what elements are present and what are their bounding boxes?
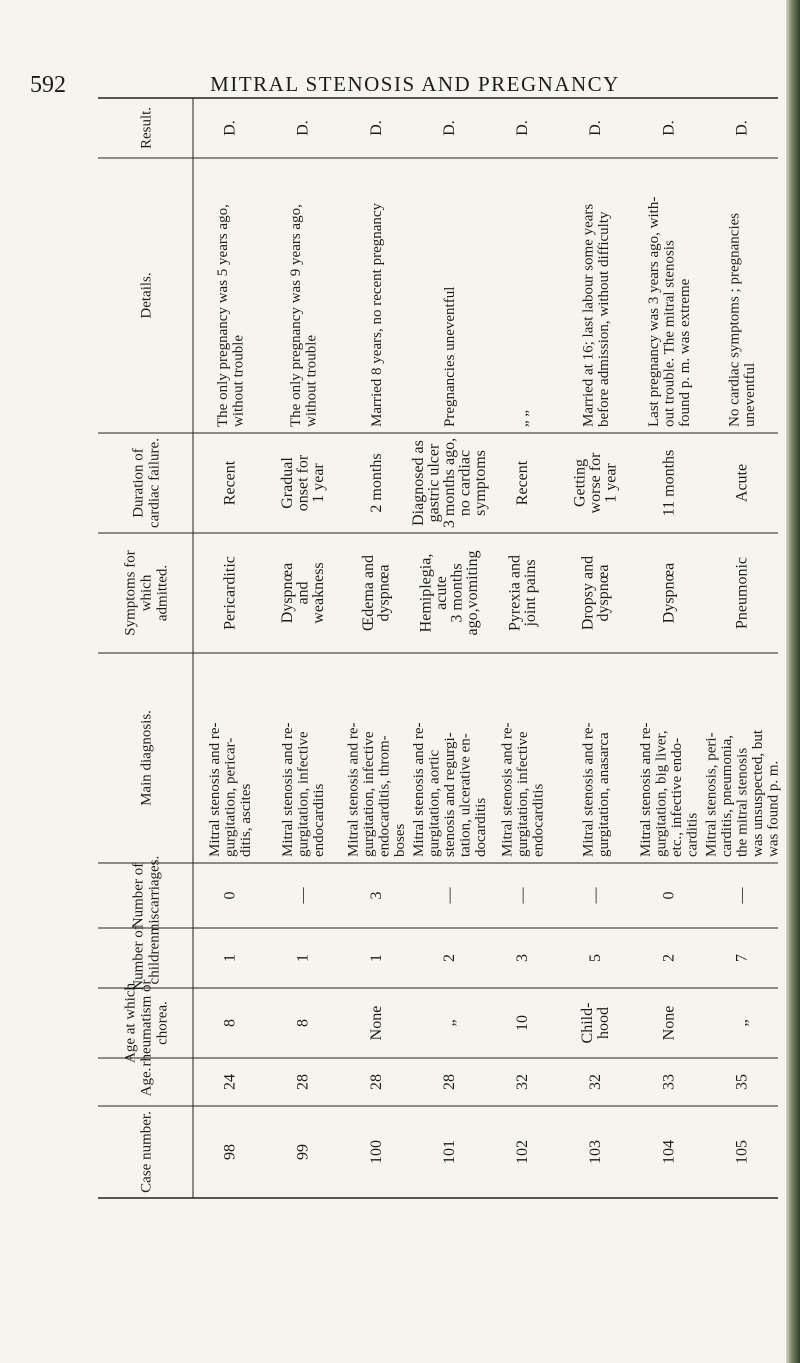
header-rheumatism-age-line: Age at which (122, 983, 139, 1063)
cell-line: — (514, 887, 532, 904)
cell-duration (368, 453, 385, 512)
cell-rheum (222, 1019, 239, 1027)
header-rheumatism-age (123, 979, 171, 1066)
cell-details (580, 204, 612, 427)
cell-case (368, 1140, 385, 1164)
cell-rheum (441, 1019, 458, 1026)
cell-children (295, 954, 312, 962)
cell-line: „ (733, 1019, 751, 1027)
cell-line: Mitral stenosis and re- (345, 722, 362, 857)
cell-age (295, 1074, 312, 1090)
cell-diagnosis (346, 722, 409, 857)
cell-line: gurgitation, aortic (426, 749, 443, 857)
cell-line: 1 (221, 954, 239, 962)
cell-symptoms (279, 562, 327, 623)
cell-age (441, 1074, 458, 1090)
cell-line: no cardiac (456, 449, 474, 517)
header-rheumatism-age-line: chorea. (154, 1001, 171, 1045)
cell-symptoms (222, 556, 239, 630)
cell-line: Mitral stenosis, peri- (703, 732, 720, 857)
cell-duration (222, 460, 239, 505)
cell-line: 8 (221, 1019, 239, 1027)
cell-result (660, 120, 677, 136)
cell-line: 0 (221, 891, 239, 900)
cell-line: 32 (587, 1074, 605, 1090)
header-symptoms-line: which (138, 574, 155, 612)
cell-line: 2 months (367, 453, 385, 513)
cell-line: The only pregnancy was 9 years ago, (287, 204, 304, 427)
header-duration-line: Duration of (130, 448, 147, 518)
header-symptoms-line: Symptoms for (122, 550, 139, 636)
cell-result (514, 120, 531, 136)
cell-rheum (660, 1006, 677, 1041)
cell-children (587, 954, 604, 962)
cell-line: 3 (514, 954, 532, 962)
cell-line: — (587, 887, 605, 904)
cell-line: gastric ulcer (425, 443, 443, 523)
table-row (346, 120, 409, 1164)
cell-line: 1 year (602, 463, 620, 503)
table-body (207, 120, 781, 1164)
cell-symptoms (418, 551, 482, 636)
header-details-line: Details. (138, 272, 155, 319)
cell-line: Dropsy and (579, 555, 597, 631)
cell-line: 0 (660, 891, 678, 900)
cell-children (222, 954, 239, 962)
header-case-number-line: Case number. (138, 1111, 155, 1193)
cell-line: ago,vomiting (464, 550, 482, 636)
cell-line: gurgitation, anasarca (595, 732, 612, 857)
cell-result (222, 120, 239, 136)
cell-line: 3 months (448, 563, 466, 623)
cell-line: Mitral stenosis and re- (580, 722, 597, 857)
cell-line: None (367, 1005, 385, 1041)
cell-line: 99 (294, 1144, 312, 1160)
cell-line: 103 (587, 1140, 605, 1164)
cell-line: Getting (571, 459, 589, 507)
cell-diagnosis (411, 722, 489, 857)
cell-line: worse for (587, 452, 605, 514)
cell-line: Œdema and (360, 555, 378, 631)
cell-line: No cardiac symptoms ; pregnancies (726, 212, 743, 427)
cell-age (660, 1074, 677, 1090)
cell-line: etc., infective endo- (669, 737, 686, 857)
cell-line: gurgitation, infective (515, 731, 532, 857)
table-row (500, 120, 547, 1164)
cell-line: 35 (733, 1074, 751, 1090)
cell-diagnosis (500, 722, 547, 857)
cell-line: stenosis and regurgi- (441, 732, 458, 857)
cell-line: Mitral stenosis and re- (207, 722, 224, 857)
cell-line: symptoms (471, 450, 489, 516)
cell-misc (295, 887, 312, 905)
cell-line: 28 (440, 1074, 458, 1090)
cell-misc (441, 887, 458, 905)
cell-line: — (440, 887, 458, 904)
cell-misc (514, 887, 531, 905)
header-miscarriages-line: miscarriages. (146, 855, 163, 936)
cell-line: 24 (221, 1074, 239, 1090)
header-duration (131, 438, 163, 528)
cell-line: None (660, 1005, 678, 1041)
cell-details (442, 287, 458, 427)
cell-rheum (368, 1006, 385, 1041)
header-result (139, 107, 155, 149)
cell-line: Mitral stenosis and re- (499, 722, 516, 857)
table-row (572, 120, 620, 1164)
cell-line: 100 (367, 1140, 385, 1164)
cell-line: 32 (514, 1074, 532, 1090)
cell-line: D. (660, 120, 678, 136)
cell-line: onset for (294, 454, 312, 512)
cell-result (295, 120, 312, 136)
cell-result (587, 120, 604, 136)
cell-line: dyspnœa (594, 564, 612, 622)
cell-line: uneventful (742, 362, 759, 427)
cell-children (733, 954, 750, 962)
cell-line: 2 (660, 954, 678, 962)
cell-line: 28 (367, 1074, 385, 1090)
cell-line: gurgitation, infective (361, 731, 378, 857)
cell-duration (733, 464, 750, 502)
cell-line: before admission, without difficulty (595, 211, 612, 427)
cell-children (514, 954, 531, 962)
cell-misc (368, 892, 385, 900)
cell-line: Dyspnœa (660, 562, 678, 624)
cell-line: the mitral stenosis (734, 747, 751, 857)
header-children-line: Number of (130, 925, 147, 991)
cell-line: gurgitation, big liver, (653, 730, 670, 857)
cell-case (660, 1140, 677, 1164)
cell-children (660, 954, 677, 962)
cell-diagnosis (638, 722, 701, 857)
cell-duration (514, 460, 531, 505)
cell-duration (660, 450, 677, 517)
cell-line: Hemiplegia, (417, 553, 435, 633)
cell-line: 8 (294, 1019, 312, 1027)
cell-line: carditis (684, 812, 701, 857)
cell-line: gurgitation, pericar- (222, 737, 239, 857)
cell-line: found p. m. was extreme (676, 278, 693, 427)
header-miscarriages (131, 856, 163, 936)
header-children-line: children. (146, 931, 163, 985)
header-age-line: Age. (138, 1067, 155, 1097)
cell-line: Recent (221, 460, 239, 506)
header-symptoms (123, 550, 171, 635)
header-main-diagnosis-line: Main diagnosis. (138, 710, 155, 806)
cell-line: 3 months ago, (440, 437, 458, 529)
cell-line: Pericarditic (221, 556, 239, 630)
table-row (638, 120, 701, 1164)
cell-line: Gradual (279, 457, 297, 509)
cell-details (515, 410, 531, 427)
cell-line: without trouble (230, 334, 247, 427)
cell-line: Pregnancies uneventful (441, 286, 458, 427)
cell-line: 11 months (660, 449, 678, 517)
cell-line: ditis, ascites (238, 783, 255, 857)
cell-rheum (579, 1003, 612, 1044)
cell-line: docarditis (472, 797, 489, 857)
cell-rheum (733, 1019, 750, 1026)
cell-children (441, 954, 458, 962)
header-duration-line: cardiac failure. (146, 438, 163, 528)
cell-duration (279, 454, 327, 511)
cell-line: Diagnosed as (409, 440, 427, 526)
cell-duration (410, 438, 489, 528)
cell-line: 10 (514, 1015, 532, 1031)
cell-age (222, 1074, 239, 1090)
cell-line: D. (514, 120, 532, 136)
cell-line: Acute (733, 463, 751, 503)
cell-line: — (294, 887, 312, 904)
header-rheumatism-age-line: rheumatism or (138, 979, 155, 1067)
cell-misc (660, 892, 677, 900)
cell-line: was unsuspected, but (749, 729, 766, 857)
cell-details (369, 202, 385, 427)
cell-result (441, 120, 458, 136)
cell-case (295, 1144, 312, 1160)
cell-age (587, 1074, 604, 1090)
cell-line: acute (433, 576, 451, 610)
cell-line: endocarditis (311, 783, 328, 857)
cases-table (98, 98, 782, 1198)
cell-age (733, 1074, 750, 1090)
cell-rheum (514, 1015, 531, 1031)
cell-line: D. (367, 120, 385, 136)
cell-line: weakness (310, 562, 328, 624)
cell-line: Mitral stenosis and re- (638, 722, 655, 857)
cell-symptoms (733, 557, 750, 629)
table-row (410, 120, 489, 1164)
cell-diagnosis (580, 722, 612, 857)
header-symptoms-line: admitted. (154, 564, 171, 622)
table-row (207, 120, 254, 1160)
header-details (139, 272, 155, 318)
table-row (703, 120, 781, 1164)
cell-line: 105 (733, 1140, 751, 1164)
cell-line: gurgitation, infective (295, 731, 312, 857)
cell-details (727, 213, 759, 427)
cell-misc (587, 887, 604, 905)
cell-line: The only pregnancy was 5 years ago, (214, 204, 231, 427)
cell-line: 1 (367, 954, 385, 962)
cell-line: joint pains (521, 559, 539, 627)
cell-line: — (733, 887, 751, 904)
cell-age (368, 1074, 385, 1090)
cell-line: „ „ (515, 409, 532, 427)
cell-result (368, 120, 385, 136)
cell-line: Pyrexia and (506, 555, 524, 631)
cell-line: Mitral stenosis and re- (280, 722, 297, 857)
cell-case (514, 1140, 531, 1164)
table-row (279, 120, 327, 1160)
cell-duration (572, 452, 620, 514)
cell-details (288, 204, 320, 427)
cell-line: boses (392, 823, 409, 857)
cell-line: 28 (294, 1074, 312, 1090)
cell-line: tation, ulcerative en- (457, 733, 474, 857)
cell-line: Recent (514, 460, 532, 506)
table-header-row (123, 107, 171, 1193)
header-result-line: Result. (138, 106, 155, 150)
cell-line: carditis, pneumonia, (718, 734, 735, 857)
cell-children (368, 954, 385, 962)
cell-line: D. (587, 120, 605, 136)
running-head: MITRAL STENOSIS AND PREGNANCY (210, 72, 620, 96)
cell-line: 1 year (310, 463, 328, 503)
header-main-diagnosis (139, 710, 155, 806)
cell-line: and (294, 581, 312, 605)
page-number: 592 (30, 72, 66, 98)
cell-symptoms (360, 555, 393, 631)
cell-symptoms (660, 563, 677, 623)
cell-line: 101 (440, 1140, 458, 1164)
cell-line: without trouble (303, 334, 320, 427)
cell-symptoms (579, 556, 612, 630)
cell-line: Child- (579, 1002, 597, 1044)
cell-misc (222, 892, 239, 900)
cell-line: D. (733, 120, 751, 136)
cell-line: D. (294, 120, 312, 136)
cell-line: 33 (660, 1074, 678, 1090)
cell-line: hood (595, 1007, 613, 1039)
cell-diagnosis (280, 722, 327, 857)
header-age (139, 1068, 155, 1097)
cell-case (587, 1140, 604, 1164)
cell-line: 3 (367, 891, 385, 900)
cell-details (646, 197, 693, 427)
cell-line: endocarditis, throm- (376, 735, 393, 857)
cell-line: endocarditis (530, 783, 547, 857)
cell-line: was found p. m. (765, 760, 782, 857)
cell-case (441, 1140, 458, 1164)
cell-line: out trouble. The mitral stenosis (661, 240, 678, 427)
cell-line: Pneumonic (733, 557, 751, 629)
cell-line: 2 (440, 954, 458, 962)
cell-misc (733, 887, 750, 905)
cell-diagnosis (703, 729, 781, 857)
cell-line: Dyspnœa (279, 562, 297, 624)
cell-details (215, 204, 247, 427)
cell-result (733, 120, 750, 136)
cell-line: 1 (294, 954, 312, 962)
cell-line: 102 (514, 1140, 532, 1164)
cell-age (514, 1074, 531, 1090)
header-case-number (139, 1111, 155, 1193)
cell-line: 98 (221, 1144, 239, 1160)
cell-line: Last pregnancy was 3 years ago, with- (645, 196, 662, 427)
cell-line: 104 (660, 1140, 678, 1164)
cell-line: D. (221, 120, 239, 136)
cell-case (733, 1140, 750, 1164)
cell-line: Mitral stenosis and re- (410, 722, 427, 857)
cell-line: 5 (587, 954, 605, 962)
cell-diagnosis (207, 722, 254, 857)
cell-case (222, 1144, 239, 1160)
cell-line: D. (440, 120, 458, 136)
cell-line: „ (440, 1019, 458, 1027)
page-edge-shadow (786, 0, 800, 1363)
cell-line: Married at 16; last labour some years (580, 203, 597, 427)
cell-rheum (295, 1019, 312, 1027)
cell-line: Married 8 years, no recent pregnancy (368, 202, 385, 427)
cell-line: 7 (733, 954, 751, 962)
header-miscarriages-line: Number of (130, 862, 147, 929)
cell-line: dyspnœa (375, 564, 393, 622)
cell-symptoms (506, 555, 539, 631)
